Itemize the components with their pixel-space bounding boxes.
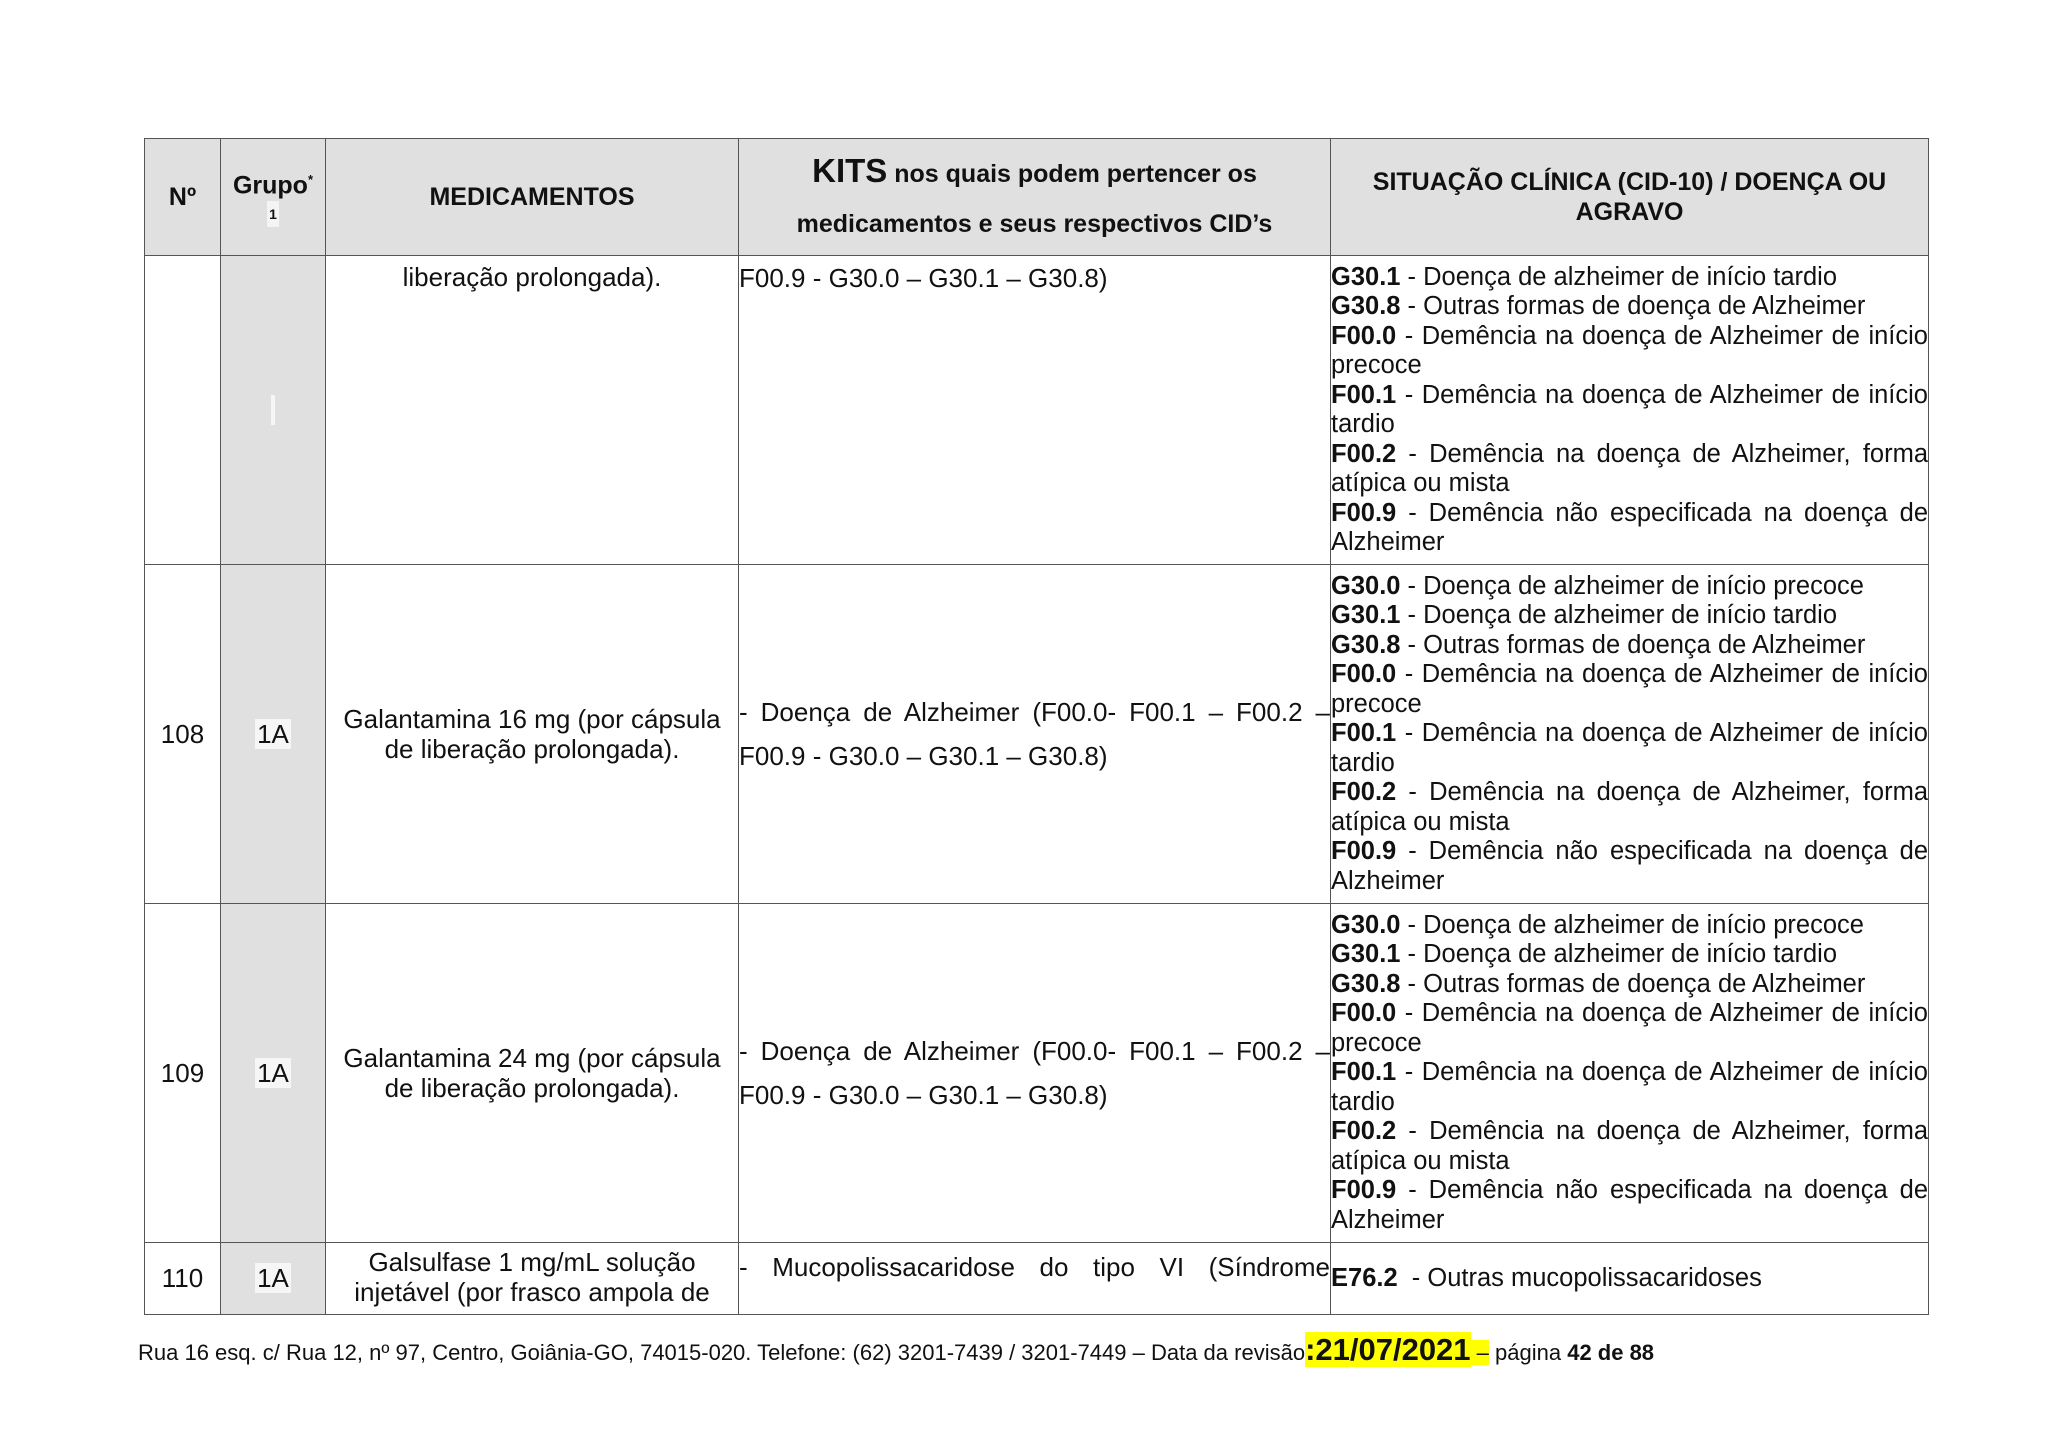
situacao-line: F00.0 - Demência na doença de Alzheimer de início precoce [1331,999,1928,1057]
table-header-row [145,139,1929,256]
table-row [145,256,1929,565]
cid-code: F00.2 [1331,778,1397,807]
situacao-line: G30.1 - Doença de alzheimer de início tardio [1331,262,1838,291]
cid-code: G30.1 [1331,940,1401,969]
row-medicamento: Galantamina 16 mg (por cápsula de liberação prolongada). [326,565,739,904]
cid-code: F00.1 [1331,719,1397,748]
situacao-line: F00.9 - Demência não especificada na doença de Alzheimer [1331,498,1928,556]
header-grupo-asterisk: * [307,171,314,187]
situacao-line: G30.8 - Outras formas de doença de Alzheimer [1331,292,1866,320]
cid-code: F00.9 [1331,1176,1397,1205]
row-kit: - Doença de Alzheimer (F00.0- F00.1 – F00.2 – F00.9 - G30.0 – G30.1 – G30.8) [739,565,1331,904]
cid-code: G30.0 [1331,910,1401,939]
header-medicamentos: MEDICAMENTOS [326,139,739,256]
row-number: 109 [145,904,221,1243]
cid-code: F00.2 [1331,1117,1397,1146]
footer-colon: : [1305,1332,1316,1367]
row-number [145,256,221,565]
table-row [145,1243,1929,1315]
header-kits-rest2: medicamentos e seus respectivos CID’s [796,209,1273,238]
cid-code: F00.2 [1331,439,1397,468]
situacao-line: F00.9 - Demência não especificada na doença de Alzheimer [1331,837,1928,895]
row-situacao [1331,1243,1929,1315]
situacao-line: G30.8 - Outras formas de doença de Alzheimer [1331,630,1866,659]
header-kits-big: KITS [812,151,888,189]
header-situacao-text: SITUAÇÃO CLÍNICA (CID-10) / DOENÇA OU AGRAVO [1372,168,1887,226]
situacao-line: F00.0 - Demência na doença de Alzheimer de início precoce [1331,660,1928,718]
situacao-line: F00.2 - Demência na doença de Alzheimer, forma atípica ou mista [1331,439,1928,497]
medications-table [144,138,1929,1315]
situacao-line: E76.2 - Outras mucopolissacaridoses [1331,1263,1762,1292]
row-medicamento: Galsulfase 1 mg/mL solução injetável (por frasco ampola de [326,1243,739,1315]
row-medicamento: Galantamina 24 mg (por cápsula de liberação prolongada). [326,904,739,1243]
situacao-line: F00.0 - Demência na doença de Alzheimer de início precoce [1331,321,1928,379]
header-grupo-sub: 1 [267,201,279,227]
cid-code: G30.1 [1331,262,1401,291]
row-number: 108 [145,565,221,904]
situacao-line: G30.1 - Doença de alzheimer de início tardio [1331,940,1838,969]
footer-address: Rua 16 esq. c/ Rua 12, nº 97, Centro, Goiânia-GO, 74015-020. Telefone: (62) 3201-7439 / 3201-7449 – Data da revisão [138,1340,1306,1365]
situacao-line: G30.8 - Outras formas de doença de Alzheimer [1331,969,1866,998]
page-footer [138,1332,1654,1368]
situacao-line: F00.2 - Demência na doença de Alzheimer, forma atípica ou mista [1331,1117,1928,1175]
row-group [221,1243,326,1315]
cid-code: E76.2 [1331,1263,1398,1292]
row-group-value [271,395,275,425]
situacao-line: G30.0 - Doença de alzheimer de início precoce [1331,910,1864,939]
header-situacao [1331,139,1929,256]
row-kit: - Doença de Alzheimer (F00.0- F00.1 – F00.2 – F00.9 - G30.0 – G30.1 – G30.8) [739,904,1331,1243]
cid-code: F00.0 [1331,660,1397,689]
situacao-line: F00.1 - Demência na doença de Alzheimer de início tardio [1331,380,1928,438]
row-group [221,904,326,1243]
cid-code: F00.1 [1331,380,1397,409]
cid-code: G30.8 [1331,630,1401,659]
row-group [221,565,326,904]
row-kit: F00.9 - G30.0 – G30.1 – G30.8) [739,256,1331,565]
situacao-line: F00.1 - Demência na doença de Alzheimer de início tardio [1331,719,1928,777]
situacao-line: G30.1 - Doença de alzheimer de início tardio [1331,601,1838,630]
footer-page-prefix: página [1488,1340,1568,1365]
situacao-line: F00.1 - Demência na doença de Alzheimer de início tardio [1331,1058,1928,1116]
situacao-line: F00.9 - Demência não especificada na doença de Alzheimer [1331,1176,1928,1234]
situacao-line: F00.2 - Demência na doença de Alzheimer, forma atípica ou mista [1331,778,1928,836]
cid-code: F00.9 [1331,837,1397,866]
row-kit: - Mucopolissacaridose do tipo VI (Síndrome [739,1243,1331,1315]
row-group-value: 1A [257,718,289,749]
row-group-value: 1A [257,1057,289,1088]
row-medicamento: liberação prolongada). [326,256,739,565]
header-kits [739,139,1331,256]
cid-code: F00.9 [1331,498,1397,527]
cid-code: G30.0 [1331,571,1401,600]
row-number: 110 [145,1243,221,1315]
row-situacao [1331,904,1929,1243]
header-grupo-label: Grupo [232,171,308,200]
header-no: Nº [145,139,221,256]
cid-code: F00.0 [1331,999,1397,1028]
situacao-line: G30.0 - Doença de alzheimer de início precoce [1331,571,1864,600]
cid-code: F00.1 [1331,1058,1397,1087]
table-row [145,904,1929,1243]
row-group [221,256,326,565]
row-group-value: 1A [257,1263,289,1293]
footer-revision-date: 21/07/2021 [1315,1332,1471,1367]
cid-code: G30.1 [1331,601,1401,630]
footer-page-info: 42 de 88 [1567,1340,1655,1365]
cid-code: G30.8 [1331,292,1401,320]
row-situacao [1331,565,1929,904]
cid-code: G30.8 [1331,969,1401,998]
footer-dash: – [1470,1340,1489,1365]
header-grupo [221,139,326,256]
table-row [145,565,1929,904]
cid-code: F00.0 [1331,321,1397,350]
header-kits-rest1: nos quais podem pertencer os [887,159,1257,188]
row-situacao [1331,256,1929,565]
